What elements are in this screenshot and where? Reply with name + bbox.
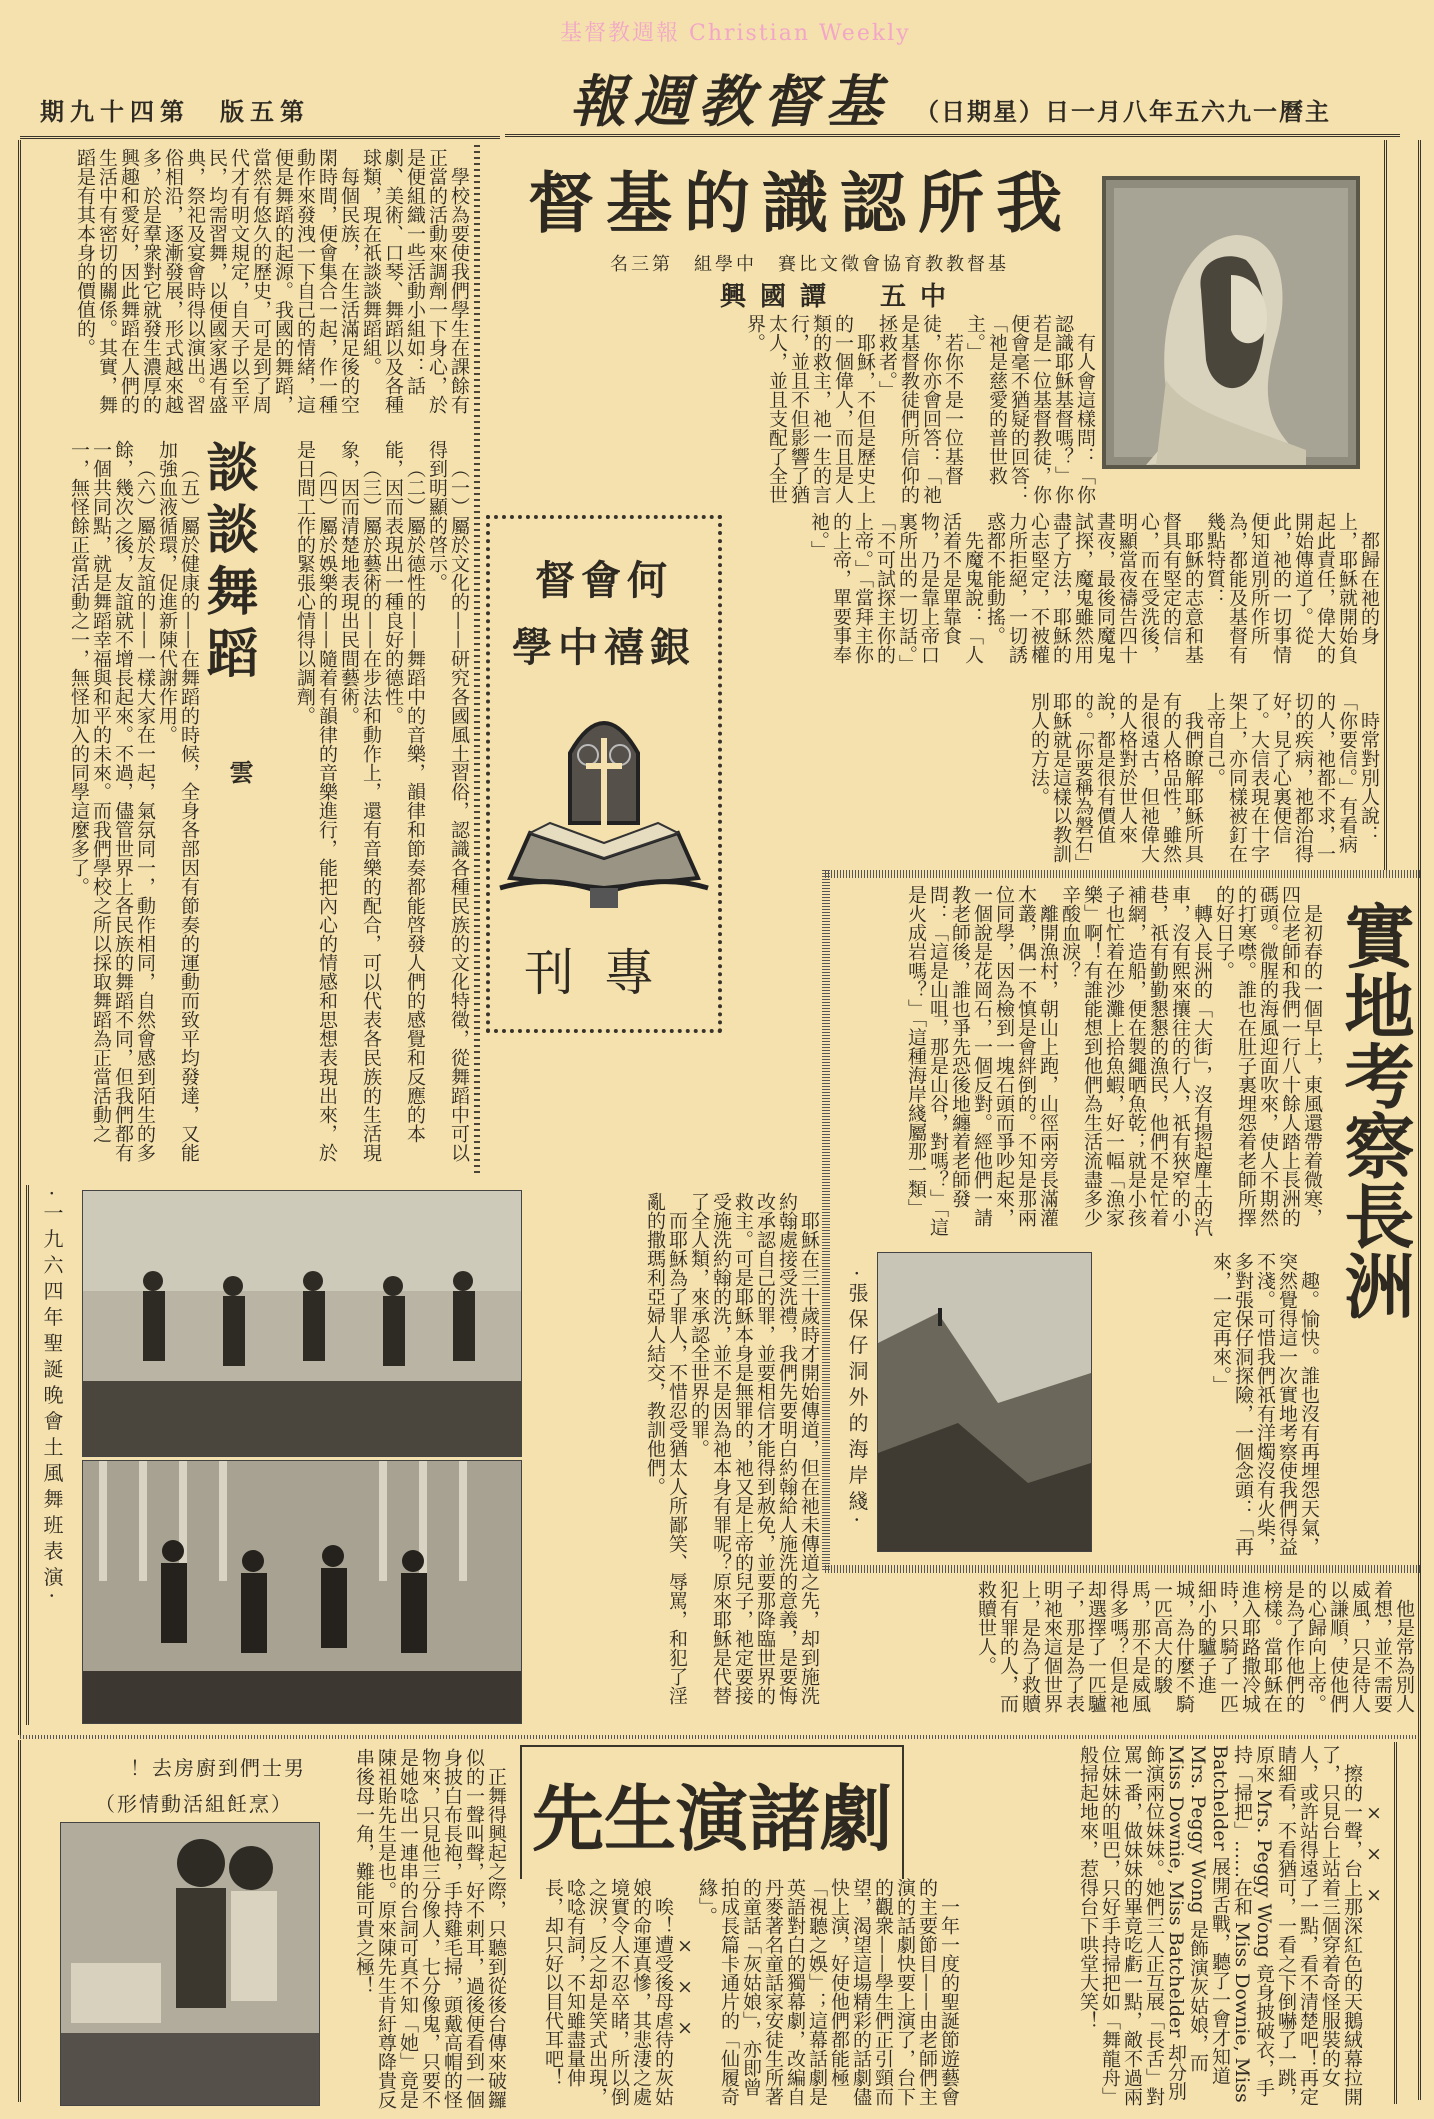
paragraph: 時常對別人說：「你要信。」有看病的人，祂都不求，一切的疾病，祂都治得好，見了心裏便信了。大信表現在十字架上，亦同樣被釘在上帝自己。	[1204, 692, 1380, 863]
paragraph: 一年一度的聖誕節遊藝會的主要節目——由老師們主演的話劇快要上演了，台下的觀衆——學生們正引頸而望，渴望這場精彩的話劇儘快上演，好使他們都能極「視聽之娛」；這幕話劇是英語對白的獨幕劇，改編自丹麥著名童話家安徒生所著的童話「灰姑娘」，亦即曾拍成長篇卡通片的「仙履奇緣」。	[696, 1878, 960, 2106]
paragraph: （四）屬於娛樂的——隨着有韻律的音樂進行，能把內心的情感和思想表現出來，於是日間工作的緊張心情得以調劑。	[294, 440, 338, 1162]
frame-left-bottom	[18, 1740, 21, 2102]
caption-text: 張保仔洞外的海岸綫	[845, 1282, 869, 1517]
coastline-caption: ·張保仔洞外的海岸綫·	[845, 1270, 869, 1529]
paragraph: 耶穌在三十歲時才開始傳道，但在祂未傳道之先，却到施洗約翰處接受洗禮，我們先要明白約翰給人施洗的意義，是要悔改承認自己的罪，並要相信才能得到赦免，並要那降臨世界的救主。可是耶穌本身是無罪的，祂又是上帝的兒子，祂定要接受施洗約翰的洗，並不是因為祂本身有罪呢？原來耶穌是代替了全人類，來承認全世界的罪。	[688, 1192, 820, 1705]
header-rule-right	[505, 134, 1400, 137]
paragraph: 擦的一聲，台上那深紅色的天鵝絨幕拉開了，只見台上站着三個穿着奇怪服裝的女人，或許站得遠了一點，看不清楚吧！再定睛細看，不看猶可，一看之下倒嚇了一跳，原來 Mrs. Peggy Wong 竟身披破衣，手持「掃把」……在和 Miss Downie, Miss Batchelder 展開舌戰，聽了一會才知道 Mrs. Peggy Wong 是飾演灰姑娘，而 Miss Downie, Miss Batchelder 却分別飾演兩位妹妹。她們三人正互展「長舌」對罵一番，做妹妹的畢竟吃虧一點，敵不過兩位妹妹的咀巴，只好手持掃把如「舞龍舟」般掃起地來，惹得台下哄堂大笑！	[1077, 1745, 1363, 2106]
play-text-middle	[512, 1878, 960, 2110]
issue-date: 主曆一九六五年八月一日（星期日）	[915, 97, 1331, 126]
paragraph: 耶穌，不但是歷史上的一個偉人，而且是人類的救主，祂一生的言行，並且不但影響了猶太人，並且支配了全世界。	[744, 314, 876, 504]
cheung-chau-border-left	[822, 870, 830, 1570]
paragraph: 我們瞭解耶穌所具有的人格品性，雖然是很遠古，但祂偉大的人格對於世人來說，都是很有價值的。「你要稱為磐石」耶穌就是這樣以教訓別人的方法。	[1028, 692, 1204, 863]
paragraph: 唉！遭受後母虐待的灰姑娘的命運真慘，其悲淒之處境實令人不忍卒睹，所以倒之淚，反之却是笑式出現，唸唸有詞，不知雖盡量伸長，却只好以目代耳吧！	[542, 1878, 674, 2106]
play-title	[520, 1745, 904, 1879]
main-article-title: 我所認識的基督	[528, 164, 1074, 242]
cheung-chau-border-top	[825, 870, 1420, 878]
folk-dance-photo-2	[82, 1460, 522, 1724]
paragraph: 趣。愉快。誰也沒有再埋怨天氣，突然覺得這一次實地考察使我們得益不淺。可惜我們祇有洋燭沒有火柴，多對張保仔洞探險，一個念頭：「再來，一定再來。」	[1210, 1252, 1320, 1556]
jesus-portrait-icon	[1102, 176, 1360, 469]
special-line-1: 何會督	[535, 557, 673, 604]
caption-text: 一九六四年聖誕晚會土風舞班表演	[40, 1202, 64, 1593]
paragraph: （二）屬於德性的——舞蹈中的音樂，韻律和節奏都能啓發人們的感覺和反應的本能，因而表現出一種良好的德性。	[382, 440, 426, 1143]
photo-caption-rule	[26, 1185, 29, 1725]
special-issue-box	[486, 515, 722, 1033]
play-title-text: 先生演諸劇	[520, 1745, 904, 1879]
paragraph: （五）屬於健康的——在舞蹈的時候，全身各部因有節奏的運動而致平均發達，又能加強血液循環，促進新陳代謝作用。	[156, 440, 200, 1162]
frame-right	[1418, 140, 1421, 2100]
paragraph: 離開漁村，朝山上跑，山徑兩旁長滿灌木叢，偶一不慎是會絆倒的。不知是那兩位同學，因為檢到一塊石頭而爭吵起來，一個說是花岡石，一個反對。經他們一請教老師後，誰也爭先恐後地纏着老師發問：「這是山咀，那是山谷，對嗎？」「這是火成岩嗎？」「這種海岸綫屬那一類」	[905, 885, 1059, 1237]
cheung-chau-text-top	[835, 885, 1323, 1245]
paragraph: 學校為要使我們學生在課餘有正當的活動來調劑一下身心，於是便組織一些活動小組如：話劇、美術、口琴、舞蹈以及各種球類，現在祇談談舞蹈組。	[360, 148, 470, 414]
dance-author: 雲	[225, 760, 254, 784]
cheung-chau-border-bottom	[825, 1565, 1420, 1573]
bottom-section-rule	[20, 1735, 1418, 1739]
cooking-caption: 男士們到廚房去！	[130, 1756, 306, 1780]
paragraph: 耶穌的志意和基督具有堅定的信心，而在受洗後，明顯當夜禱告四十晝夜，最後同魔鬼試探，魔鬼雖然用盡了方法，耶穌的心志堅定，不被權力所拒絕，一切誘惑都不能動搖。	[984, 512, 1204, 664]
watermark: 基督教週報 Christian Weekly	[560, 21, 911, 46]
author-name: 譚國興	[720, 282, 841, 312]
bottom-right-rule	[1394, 1742, 1397, 2104]
main-text-top	[484, 314, 1096, 509]
church-window-bible-emblem-icon	[490, 683, 718, 913]
dance-text-top	[24, 148, 470, 428]
separator: × × ×	[674, 1935, 696, 2039]
play-text-left	[325, 1748, 507, 2110]
special-label: 專刊	[524, 944, 684, 1002]
main-text-mid-upper	[735, 512, 1380, 682]
separator: × × ×	[1363, 1802, 1385, 1906]
contest-name: 基督教教育協會徵文比賽	[778, 254, 1009, 275]
issue-number	[40, 92, 310, 127]
paragraph: （六）屬於友誼的——一樣大家在一起，氣氛同一，動作相同，自然會感到陌生的多餘，幾次之後，友誼就不增長起來。不過，儘管世界上各民族的舞蹈不同，但我們都有一個共同點，就是舞蹈幸福與和平的未來。而我們學校之所以採取舞蹈為正當活動之一，無怪餘正當活動之一，無怪加入的同學這麼多了。	[68, 440, 156, 1162]
paragraph: （三）屬於藝術的——在步法和動作上，還有音樂的配合，可以代表各民族的生活現象，因而清楚地表現出民間藝術。	[338, 440, 382, 1162]
main-article-byline	[720, 276, 960, 313]
special-line-2: 銀禧中學	[512, 624, 696, 671]
paragraph: 若你不是一位基督徒，你亦會回答：「祂是基督教徒們所信仰的拯救者。」	[876, 314, 964, 504]
cooking-class-photo	[60, 1822, 320, 2106]
frame-left	[18, 140, 21, 1735]
author-class: 中五	[880, 282, 961, 312]
paragraph: 都歸在祂的身上，耶穌就開始負起此責任，偉大的開始傳道了。從此，祂的一切事情便知道別所作所為，都能及基督有幾點特質：	[1204, 512, 1380, 664]
column-divider	[474, 145, 480, 1175]
masthead: 基督教週報	[570, 69, 890, 135]
cooking-subcaption: （烹飪組活動情形）	[95, 1792, 293, 1816]
play-text-right	[965, 1745, 1385, 2110]
column-rule	[1384, 140, 1387, 870]
dance-text-bottom-right	[272, 440, 470, 1170]
paragraph: 轉入長洲的「大街」，沒有揚起塵土的汽車，沒有熙來攘往的行人，祇有狹窄的小巷，祇有勤勤懇懇的漁民，他們不是忙着補網，造船，便在製繩晒魚乾；就是小孩子也忙着在沙灘上拾魚蝦，好一幅「漁家樂」啊！有誰能想到他們為生活流盡多少辛酸血淚？	[1059, 885, 1213, 1237]
main-text-lower	[532, 1192, 820, 1722]
issue-label: 第四十九期	[40, 97, 190, 126]
main-article-subtitle	[610, 250, 1009, 276]
main-text-mid-lower	[735, 692, 1380, 864]
paragraph: 是初春的一個早上，東風還帶着微寒，四位老師和我們一行八十餘人踏上長洲的碼頭。微腥的海風迎面吹來，使人不期然的打寒噤。誰也在肚子裏埋怨着老師所擇的好日子。	[1213, 885, 1323, 1227]
cheung-chau-text-bottom	[1100, 1252, 1320, 1557]
dance-text-bottom-left	[24, 440, 200, 1170]
contest-group: 中學組	[694, 254, 757, 275]
paragraph: 每個民族，在生活滿足後的空閑時間，便會集合一起，作一種動作來發洩一下自己的情緒，這便是舞蹈的起源。我國的舞蹈，當然有悠久的歷史，可是到了周代才有明文規定，自天子以至平民，均需習舞，以便國家遇有盛典，祭祀及宴會時得以演出。習俗相沿，逐漸發展，形式越來越多，於是羣衆對它就發生濃厚的興趣和愛好，因此舞蹈在人們的生活中有密切的關係。其實，舞蹈是有其本身的價值的。	[74, 148, 360, 414]
folk-dance-photo-1	[82, 1190, 522, 1457]
paragraph: （一）屬於文化的——研究各國風土習俗，認識各種民族的文化特徵，從舞蹈中可以得到明顯的啓示。	[426, 440, 470, 1162]
cheung-chau-title: 實地考察長洲	[1333, 900, 1416, 1320]
dance-photo-caption: ·一九六四年聖誕晚會土風舞班表演·	[40, 1190, 64, 1605]
coastline-photo	[877, 1252, 1092, 1552]
dance-title: 談談舞蹈	[197, 440, 258, 688]
paragraph: 他是常為別人着想，並不需要威風，只是待人以謙順，使他們的心歸向上帝。是為了作他們的榜樣。當耶穌在進入耶路撒冷城時，只騎了一匹細小的驢子進城，為什麼不騎一匹高大的駿馬，那不是威風得多嗎？但是祂却選擇了一匹驢子，那是為了表明祂來這個世界上，是為了救贖犯有罪的人，而救贖世人。	[975, 1580, 1415, 1713]
header-rule-left	[20, 136, 500, 139]
paragraph: 先魔鬼說：「人活着不是單靠食物，乃是靠上帝口裏所出的一切話。」「不可試探主你的上帝。」「當拜主你的上帝，單要事奉祂。」	[808, 512, 984, 674]
contest-rank: 第三名	[610, 254, 673, 275]
main-text-continued	[830, 1580, 1415, 1730]
paragraph: 而耶穌為了罪人，不惜忍受猶太人所鄙笑、辱罵，和犯了淫亂的撒瑪利亞婦人結交，教訓他們。	[644, 1192, 688, 1705]
page-number: 第五版	[220, 97, 310, 126]
paragraph: 有人會這樣問：「你認識耶穌基督嗎？」你若是一位基督教徒，你便會毫不猶疑的回答：「祂是慈愛的普世救主。」	[964, 314, 1096, 504]
paragraph: 正舞得興起之際，只聽到從後台傳來破鑼似的一聲叫聲，好不刺耳，過後便看到一個身披白布長袍，手持雞毛掃，頭戴高帽的怪物來，只見他三分像人，七分像鬼，只要不是她唸出一連串的台詞可真不知「她」竟是陳祖貽先生是也。原來陳先生肯紆尊降貴反串後母一角，難能可貴之極！	[353, 1748, 507, 2109]
